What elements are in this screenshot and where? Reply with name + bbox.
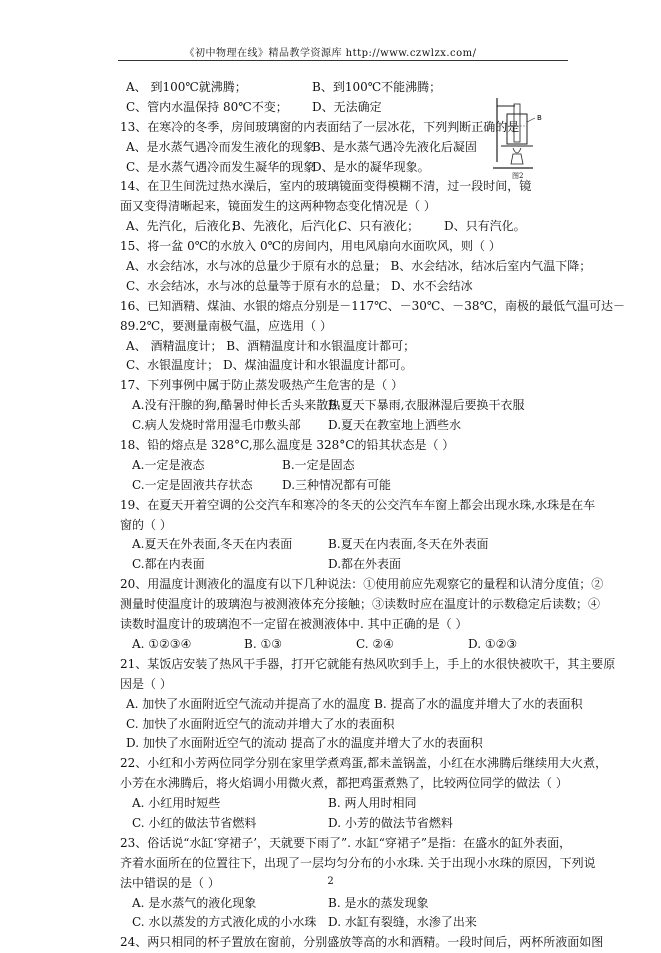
text-line: 读数时温度计的玻璃泡不一定留在被测液体中. 其中正确的是（ ） (120, 617, 468, 632)
option-right: D.都在外表面 (328, 557, 402, 572)
text-line: D. 加快了水面附近空气的流动 提高了水的温度并增大了水的表面积 (126, 736, 483, 751)
figure-mark: B (537, 114, 542, 122)
text-line: 14、在卫生间洗过热水澡后，室内的玻璃镜面变得模糊不清，过一段时间，镜 (120, 179, 532, 194)
text-line (120, 555, 570, 575)
option-left: C、管内水温保持 80℃不变； (126, 99, 288, 114)
option-left: A. 小红用时短些 (132, 796, 221, 811)
option-d: D、只有汽化。 (444, 219, 526, 234)
text-line: 面又变得清晰起来，镜面发生的这两种物态变化情况是（ ） (120, 199, 436, 214)
text-line (120, 78, 570, 98)
text-line: 24、两只相同的杯子置放在窗前，分别盛放等高的水和酒精。一段时间后，两杯所液面如图 (120, 935, 604, 950)
option-left: C、是水蒸气遇冷而发生凝华的现象 (126, 159, 316, 174)
text-line (120, 913, 570, 933)
figure-caption: 图2 (512, 172, 524, 180)
question-list (120, 78, 625, 953)
text-line: 16、已知酒精、煤油、水银的熔点分别是－117℃、－30℃、－38℃，南极的最低气温可达－ (120, 298, 625, 313)
option-right: B、到100℃不能沸腾； (312, 80, 442, 94)
option-left: A、是水蒸气遇冷而发生液化的现象 (126, 139, 315, 154)
text-line: 19、在夏天开着空调的公交汽车和寒冷的冬天的公交汽车车窗上都会出现水珠,水珠是在车 (120, 497, 596, 512)
option-right: D.三种情况都有可能 (282, 477, 392, 492)
text-line: C、水会结冰，水与冰的总量等于原有水的总量； D、水不会结冰 (126, 278, 473, 293)
text-line (120, 794, 570, 814)
text-line: 13、在寒冷的冬季，房间玻璃窗的内表面结了一层冰花，下列判断正确的是 (120, 119, 520, 134)
page-header: 《初中物理在线》精品教学资源库 http://www.czwlzx.com/ (184, 48, 477, 59)
text-line (120, 894, 570, 914)
text-line (120, 814, 570, 834)
text-line: 测量时使温度计的玻璃泡与被测液体充分接触；③读数时应在温度计的示数稳定后读数；④ (120, 597, 601, 612)
text-line: 23、俗话说“水缸‘穿裙子’，天就要下雨了”. 水缸“穿裙子”是指：在盛水的缸外表面， (120, 835, 572, 850)
text-line: 20、用温度计测液化的温度有以下几种说法：①使用前应先观察它的量程和认清分度值；② (120, 577, 604, 592)
option-right: D、无法确定 (312, 99, 382, 114)
option-left: C.都在内表面 (132, 557, 205, 572)
option-left: A、 到100℃就沸腾； (126, 80, 247, 94)
option-c: C. ②④ (356, 636, 394, 651)
text-line: 因是（ ） (120, 676, 172, 691)
option-b: B. ①③ (244, 636, 282, 651)
option-left: C. 小红的做法节省燃料 (132, 815, 257, 830)
text-line (120, 217, 570, 237)
text-line: A、 酒精温度计； B、酒精温度计和水银温度计都可； (126, 338, 416, 353)
option-right: D. 小芳的做法节省燃料 (328, 815, 453, 830)
page-number: 2 (327, 876, 334, 887)
option-left: A.夏天在外表面,冬天在内表面 (132, 537, 293, 552)
option-left: A.一定是液态 (132, 457, 205, 472)
option-right: B.夏天下暴雨,衣服淋湿后要换干衣服 (328, 398, 525, 413)
option-right: D. 水缸有裂缝，水渗了出来 (328, 915, 477, 930)
text-line: A、水会结冰，水与冰的总量少于原有水的总量； B、水会结冰，结冰后室内气温下降； (126, 259, 592, 274)
text-line: C. 加快了水面附近空气的流动并增大了水的表面积 (126, 716, 395, 731)
text-line (120, 476, 570, 496)
option-right: D、是水的凝华现象。 (312, 159, 430, 174)
option-right: D.夏天在教室地上洒些水 (328, 418, 462, 433)
option-right: B.一定是固态 (282, 457, 355, 472)
text-line: 法中错误的是（ ） (120, 875, 220, 890)
option-right: B. 是水的蒸发现象 (328, 895, 429, 910)
option-left: C. 水以蒸发的方式液化成的小水珠 (132, 915, 317, 930)
option-b: B、先液化，后汽化； (232, 219, 349, 234)
text-line: A. 加快了水面附近空气流动并提高了水的温度 B. 提高了水的温度并增大了水的表面积 (126, 696, 583, 711)
option-left: A. 是水蒸气的液化现象 (132, 895, 257, 910)
text-line: 齐着水面所在的位置往下，出现了一层均匀分布的小水珠. 关于出现小水珠的原因，下列说 (120, 855, 596, 870)
header-rule (118, 60, 568, 61)
text-line: 15、将一盆 0℃的水放入 0℃的房间内，用电风扇向水面吹风，则（ ） (120, 239, 501, 254)
text-line (120, 138, 570, 158)
option-left: C.病人发烧时常用湿毛巾敷头部 (132, 418, 301, 433)
text-line (120, 635, 570, 655)
text-line: 22、小红和小芳两位同学分别在家里学煮鸡蛋,都未盖锅盖，小红在水沸腾后继续用大火煮， (120, 756, 608, 771)
text-line: 17、下列事例中属于防止蒸发吸热产生危害的是（ ） (120, 378, 404, 393)
text-line: 窗的（ ） (120, 517, 172, 532)
option-d: D. ①②③ (468, 636, 518, 651)
option-left: C.一定是固液共存状态 (132, 477, 253, 492)
text-line: 18、铅的熔点是 328°C,那么温度是 328°C的铅其状态是（ ） (120, 438, 455, 453)
option-right: B. 两人用时相同 (328, 796, 417, 811)
text-line: 小芳在水沸腾后，将火焰调小用微火煮，都把鸡蛋煮熟了，比较两位同学的做法（ ） (120, 776, 568, 791)
option-c: C、只有液化； (338, 219, 420, 234)
option-left: A.没有汗腺的狗,酷暑时伸长舌头来散热 (132, 398, 341, 413)
option-a: A、先汽化，后液化； (126, 219, 243, 234)
text-line: 21、某饭店安装了热风干手器，打开它就能有热风吹到手上，手上的水很快被吹干，其主要原 (120, 656, 616, 671)
text-line (120, 416, 570, 436)
option-a: A. ①②③④ (132, 636, 192, 651)
text-line: C、水银温度计； D、煤油温度计和水银温度计都可。 (126, 358, 413, 373)
option-right: B.夏天在内表面,冬天在外表面 (328, 537, 489, 552)
option-right: B、是水蒸气遇冷先液化后凝固 (312, 139, 477, 154)
text-line (120, 396, 570, 416)
text-line (120, 158, 570, 178)
text-line: 89.2℃，要测量南极气温，应选用（ ） (120, 318, 332, 333)
text-line (120, 98, 570, 118)
text-line (120, 456, 570, 476)
text-line (120, 535, 570, 555)
